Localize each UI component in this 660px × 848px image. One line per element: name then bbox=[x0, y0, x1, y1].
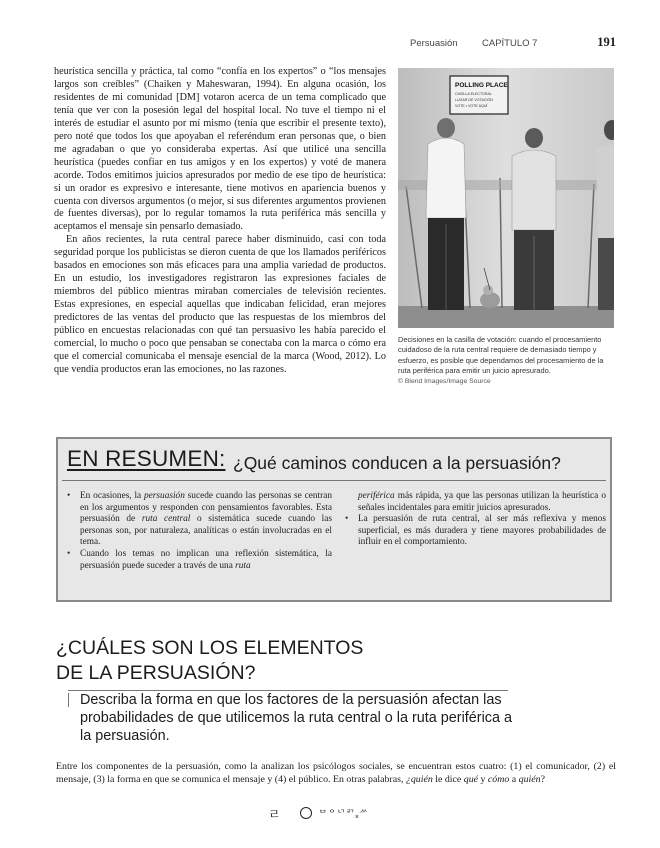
header-section: Persuasión bbox=[410, 38, 458, 49]
voter-2 bbox=[512, 128, 556, 310]
photo-caption bbox=[398, 335, 616, 387]
footer-mark: ㄹ bbox=[268, 807, 281, 822]
term-ruta: ruta bbox=[235, 560, 251, 571]
body-paragraph-2: En años recientes, la ruta central parece haber disminuido, casi con toda seguridad porque los publicistas se dieron cuenta de que los llamados periféricos basados en emociones son más eficaces para una amplia variedad de productos. En un estudio, los investigadores registraron las expresiones faciales de miembros del público mientras miraban comerciales de televisión recientes. Estas expresiones, en especial aquellas que indicaban felicidad, eran mejores predictores de las ventas del producto que las respuestas de los miembros del público en encuestas relacionadas con qué tan persuasivo les había parecido el comercial, lo mucho o poco que pensaban se conectaba con la marca o cómo era que el comercial comunicaba el mensaje esencial de la marca (Wood, 2012). Lo que vendía productos eran las emociones, no las razones. bbox=[54, 234, 386, 375]
polling-place-photo bbox=[398, 68, 614, 328]
page-footer bbox=[268, 800, 408, 822]
voter-1 bbox=[426, 118, 466, 310]
sign-line-1: CASILLA ELECTORAL bbox=[455, 92, 492, 96]
page-number: 191 bbox=[597, 35, 616, 49]
summary-column-left bbox=[66, 491, 332, 572]
sign-line-2: LUGAR DE VOTACIÓN bbox=[455, 98, 493, 102]
term-periferica: periférica bbox=[358, 491, 395, 501]
summary-column-right bbox=[344, 491, 606, 549]
summary-bullet-1: • En ocasiones, la persuasión sucede cuando las personas se centran en los argumentos y responden con pensamientos favorables. Esta persuasión de ruta central o sistemática sucede cuando las personas son, por naturaleza, analíticas o están involucradas en el tema. bbox=[66, 491, 332, 549]
objective-bar bbox=[68, 693, 69, 707]
summary-heading bbox=[67, 446, 603, 476]
summary-divider bbox=[62, 480, 606, 481]
summary-question: ¿Qué caminos conducen a la persuasión? bbox=[233, 453, 561, 473]
summary-box bbox=[56, 437, 612, 602]
body-paragraph-1: heurística sencilla y práctica, tal como “confía en los expertos” o “los mensajes largos son creíbles” (Chaiken y Maheswaran, 1994). En alguna ocasión, los residentes de mi comunidad [DM] votaron acerca de un tema complicado que tenía que ver con la posesión legal del hospital local. No tuve el tiempo ni el interés de estudiar el asunto por mí mismo (tenía que escribir el presente texto), pero noté que todos los que apoyaban el referéndum eran personas que, o bien me agradaban o que yo consideraba expertas. Así que utilicé una sencilla heurística (puedes confiar en tus amigos y en los expertos) y voté de manera acorde. Todos emitimos juicios apresurados por medio de ese tipo de heurística: si un orador es expresivo e interesante, tiene motivos en apariencia buenos y cuenta con diversos argumentos (o mejor, si sus diferentes argumentos provienen de fuentes diversas), por lo regular tomamos la ruta periférica más sencilla y aceptamos el mensaje sin pensarlo demasiado. bbox=[54, 66, 386, 233]
footer-circle-icon bbox=[300, 807, 312, 819]
summary-label: EN RESUMEN: bbox=[67, 446, 226, 471]
summary-bullet-2: • Cuando los temas no implican una reflexión sistemática, la persuasión puede suceder a través de una ruta bbox=[66, 549, 332, 572]
header-chapter: CAPÍTULO 7 bbox=[482, 38, 538, 49]
term-ruta-central: ruta central bbox=[141, 514, 191, 525]
section-title bbox=[56, 636, 476, 686]
body-column bbox=[54, 66, 386, 377]
sign-line-3: VOTE • VOTE AQUÍ bbox=[455, 104, 488, 108]
sign-title: POLLING PLACE bbox=[455, 82, 508, 89]
running-header bbox=[410, 36, 616, 52]
summary-bullet-3: • La persuasión de ruta central, al ser más reflexiva y menos superficial, es más duradera y tiene mayores probabilidades de influir en el comportamiento. bbox=[344, 514, 606, 549]
section-title-line-1: ¿CUÁLES SON LOS ELEMENTOS bbox=[56, 637, 364, 659]
section-title-line-2: DE LA PERSUASIÓN? bbox=[56, 662, 256, 684]
term-persuasion: persuasión bbox=[144, 491, 185, 501]
section-intro: Entre los componentes de la persuasión, como la analizan los psicólogos sociales, se encuentran estos cuatro: (1) el comunicador, (2) el mensaje, (3) la forma en que se comunica el mensaje y (4) el público. En otras palabras, ¿quién le dice qué y cómo a quién? bbox=[56, 761, 616, 785]
caption-text: Decisiones en la casilla de votación: cuando el procesamiento cuidadoso de la ruta central requiere de demasiado tiempo y esfuerzo, es posible que dependamos del procesamiento de la ruta periférica para emitir un juicio apresurado. bbox=[398, 335, 604, 376]
summary-bullet-2-continued: periférica más rápida, ya que las personas utilizan la heurística o señales incidentales para emitir juicios apresurados. bbox=[358, 491, 606, 513]
learning-objective: Describa la forma en que los factores de la persuasión afectan las probabilidades de que utilicemos la ruta central o la ruta periférica a la persuasión. bbox=[80, 692, 512, 744]
voter-3 bbox=[596, 120, 614, 310]
photo-credit: © Blend Images/Image Source bbox=[398, 377, 491, 385]
objective-rule bbox=[68, 690, 508, 691]
footer-code: ᄆᄋᄓᄅᄀ᙮ᄽ bbox=[318, 810, 368, 821]
